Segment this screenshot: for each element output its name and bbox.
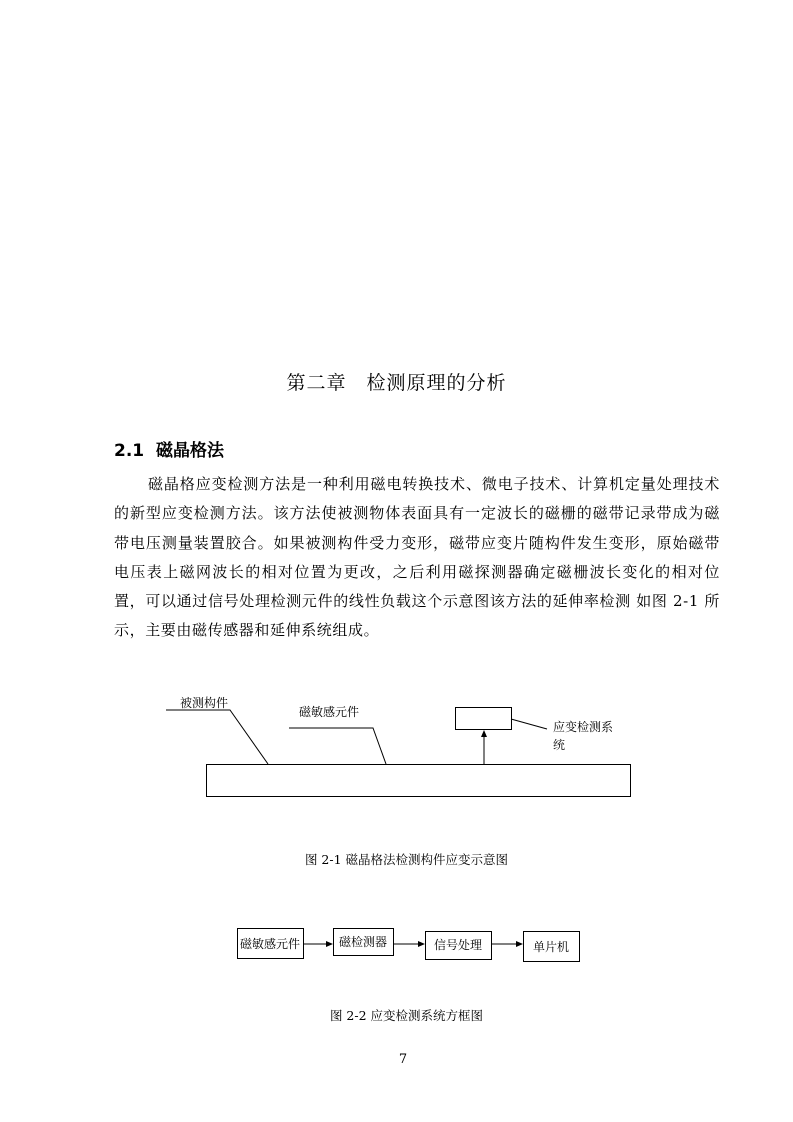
figure-2-2 xyxy=(0,920,793,970)
component-leader-line xyxy=(166,710,268,764)
label-strain-system-line2: 统 xyxy=(553,738,566,752)
signal-arrowhead xyxy=(481,730,487,737)
arrow-2-head xyxy=(418,941,425,947)
arrow-1-head xyxy=(326,941,333,947)
label-measured-component: 被测构件 xyxy=(180,696,229,710)
figure-2-2-caption: 图 2-2 应变检测系统方框图 xyxy=(329,1008,484,1023)
sensor-leader-line xyxy=(289,728,386,764)
detection-system-box xyxy=(456,708,512,730)
section-title: 磁晶格法 xyxy=(155,441,224,461)
page-number: 7 xyxy=(398,1052,408,1067)
figure-2-1 xyxy=(0,680,793,810)
section-number: 2.1 xyxy=(114,441,145,461)
system-leader-line xyxy=(511,719,547,729)
block-label-magnetic-sensor: 磁敏感元件 xyxy=(239,937,301,951)
measured-member-bar xyxy=(207,765,631,797)
body-paragraph: 磁晶格应变检测方法是一种利用磁电转换技术、微电子技术、计算机定量处理技术的新型应变检测方法。该方法使被测物体表面具有一定波长的磁栅的磁带记录带成为磁带电压测量装置胶合。如果被测构件受力变形，磁带应变片随构件发生变形，原始磁带电压表上磁网波长的相对位置为更改，之后利用磁探测器确定磁栅波长变化的相对位置，可以通过信号处理检测元件的线性负载这个示意图该方法的延伸率检测 如图 2-1 所示，主要由磁传感器和延伸系统组成。 xyxy=(114,475,720,640)
label-strain-system-line1: 应变检测系 xyxy=(553,720,614,734)
section-heading xyxy=(114,436,224,461)
block-label-mcu: 单片机 xyxy=(532,940,570,954)
arrow-3-head xyxy=(516,941,523,947)
block-label-magnetic-detector: 磁检测器 xyxy=(338,935,388,949)
chapter-title: 第二章 检测原理的分析 xyxy=(286,372,507,394)
label-magnetic-sensor: 磁敏感元件 xyxy=(299,705,360,719)
figure-2-1-caption: 图 2-1 磁晶格法检测构件应变示意图 xyxy=(304,852,509,867)
block-label-signal-processing: 信号处理 xyxy=(433,938,483,952)
